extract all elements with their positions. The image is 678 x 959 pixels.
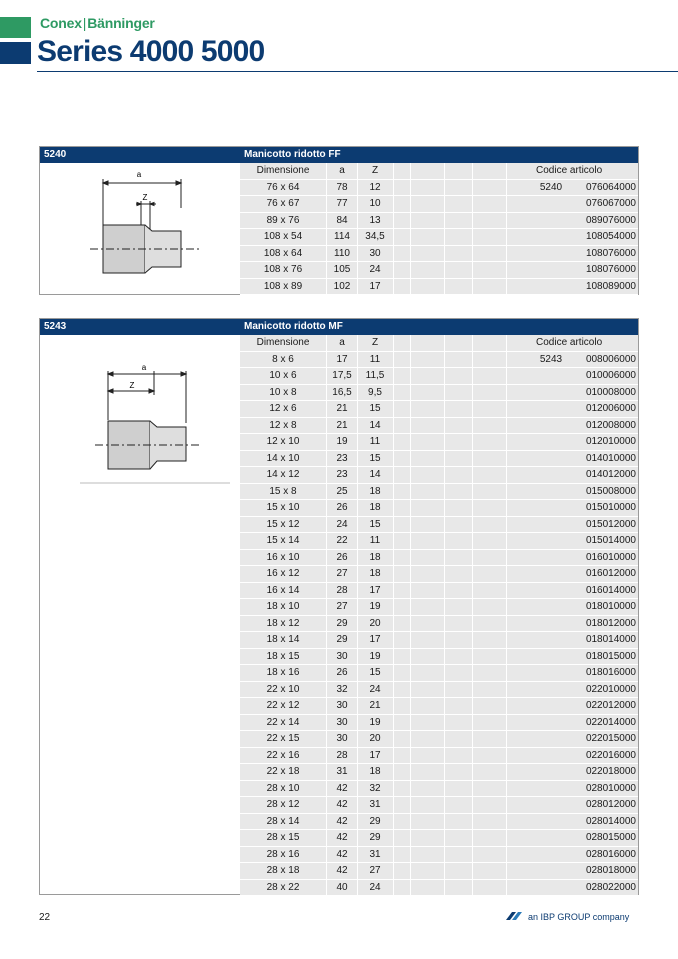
table-row xyxy=(240,632,638,649)
cell-dimensione: 18 x 16 xyxy=(266,667,300,678)
table-row xyxy=(240,698,638,715)
table-row xyxy=(240,764,638,781)
cell-z: 24 xyxy=(369,683,381,695)
diagram-label-z: Z xyxy=(142,193,148,202)
cell-a: 26 xyxy=(336,551,348,563)
cell-dimensione: 14 x 10 xyxy=(266,452,300,464)
cell-prefix: 5243 xyxy=(539,353,563,365)
table-header-bar xyxy=(40,319,638,335)
cell-codice: 076067000 xyxy=(585,198,636,209)
product-code: 5243 xyxy=(44,321,67,332)
cell-dimensione: 76 x 67 xyxy=(266,198,300,209)
company-tagline: an IBP GROUP company xyxy=(528,912,630,922)
mf-reducer-diagram xyxy=(40,335,240,500)
cell-dimensione: 22 x 12 xyxy=(266,700,300,711)
cell-dimensione: 28 x 10 xyxy=(266,782,300,794)
cell-z: 19 xyxy=(369,601,381,612)
cell-z: 11 xyxy=(369,535,381,546)
cell-dimensione: 10 x 6 xyxy=(269,370,297,381)
brand-name: Conex|Bänninger xyxy=(40,15,155,31)
cell-codice: 028014000 xyxy=(585,815,636,827)
cell-a: 105 xyxy=(333,264,351,275)
table-row xyxy=(240,797,638,814)
cell-codice: 028015000 xyxy=(585,832,636,843)
table-row xyxy=(240,352,638,369)
cell-z: 29 xyxy=(369,815,381,827)
cell-dimensione: 108 x 54 xyxy=(263,231,303,242)
cell-a: 78 xyxy=(336,181,348,193)
cell-z: 27 xyxy=(369,865,381,876)
cell-codice: 012006000 xyxy=(585,403,636,414)
cell-dimensione: 22 x 14 xyxy=(266,716,300,728)
product-table-5240 xyxy=(39,146,639,295)
table-row xyxy=(240,368,638,385)
cell-dimensione: 14 x 12 xyxy=(266,469,300,480)
cell-codice: 016014000 xyxy=(585,584,636,596)
cell-dimensione: 16 x 14 xyxy=(266,584,300,596)
table-row xyxy=(240,649,638,666)
table-row xyxy=(240,748,638,765)
ff-reducer-diagram xyxy=(40,163,240,299)
cell-codice: 008006000 xyxy=(585,353,636,365)
table-row xyxy=(240,246,638,263)
col-dimensione: Dimensione xyxy=(256,337,310,348)
cell-codice: 018016000 xyxy=(585,667,636,678)
cell-codice: 010008000 xyxy=(585,386,636,398)
cell-a: 42 xyxy=(336,865,348,876)
cell-a: 29 xyxy=(336,617,348,629)
product-name: Manicotto ridotto FF xyxy=(244,149,341,160)
cell-z: 19 xyxy=(369,716,381,728)
table-row xyxy=(240,213,638,230)
table-row xyxy=(240,262,638,279)
cell-z: 15 xyxy=(369,667,381,678)
table-row xyxy=(240,533,638,550)
cell-dimensione: 15 x 10 xyxy=(266,502,300,513)
cell-dimensione: 18 x 15 xyxy=(266,650,300,662)
table-row xyxy=(240,781,638,798)
cell-z: 24 xyxy=(369,881,381,893)
cell-dimensione: 15 x 12 xyxy=(266,518,300,530)
table-row xyxy=(240,418,638,435)
table-row xyxy=(240,229,638,246)
table-row xyxy=(240,599,638,616)
cell-z: 20 xyxy=(369,733,381,744)
cell-codice: 089076000 xyxy=(585,214,636,226)
cell-codice: 015014000 xyxy=(585,535,636,546)
cell-a: 27 xyxy=(336,568,348,579)
cell-z: 31 xyxy=(369,848,381,860)
cell-a: 32 xyxy=(336,683,348,695)
table-row xyxy=(240,484,638,501)
cell-z: 11 xyxy=(369,436,381,447)
cell-z: 32 xyxy=(369,782,381,794)
cell-z: 11 xyxy=(369,353,381,365)
cell-a: 17,5 xyxy=(332,370,352,381)
cell-z: 17 xyxy=(369,280,381,292)
diagram-label-a: a xyxy=(136,170,142,179)
cell-a: 30 xyxy=(336,700,348,711)
cell-a: 42 xyxy=(336,848,348,860)
col-dimensione: Dimensione xyxy=(256,165,310,176)
cell-dimensione: 108 x 76 xyxy=(263,264,303,275)
cell-codice: 108076000 xyxy=(585,264,636,275)
cell-dimensione: 12 x 10 xyxy=(266,436,300,447)
cell-codice: 108076000 xyxy=(585,247,636,259)
cell-z: 31 xyxy=(369,799,381,810)
cell-a: 23 xyxy=(336,452,348,464)
cell-z: 18 xyxy=(369,502,381,513)
cell-a: 31 xyxy=(336,766,348,777)
cell-z: 19 xyxy=(369,650,381,662)
cell-codice: 012010000 xyxy=(585,436,636,447)
cell-dimensione: 108 x 89 xyxy=(263,280,303,292)
cell-z: 15 xyxy=(369,403,381,414)
table-row xyxy=(240,814,638,831)
cell-codice: 028012000 xyxy=(585,799,636,810)
col-codice: Codice articolo xyxy=(536,337,603,348)
cell-a: 24 xyxy=(336,518,348,530)
header-divider xyxy=(37,71,678,72)
table-row xyxy=(240,467,638,484)
page-number: 22 xyxy=(39,912,51,923)
table-row xyxy=(240,665,638,682)
cell-dimensione: 22 x 16 xyxy=(266,749,300,761)
cell-z: 18 xyxy=(369,568,381,579)
cell-z: 30 xyxy=(369,247,381,259)
cell-a: 29 xyxy=(336,634,348,645)
cell-codice: 108054000 xyxy=(585,231,636,242)
cell-z: 9,5 xyxy=(368,386,382,398)
table-row xyxy=(240,434,638,451)
cell-dimensione: 8 x 6 xyxy=(272,353,294,365)
table-row xyxy=(240,279,638,296)
col-a: a xyxy=(339,165,345,176)
product-code: 5240 xyxy=(44,149,67,160)
cell-z: 14 xyxy=(369,469,381,480)
table-row xyxy=(240,616,638,633)
table-grid xyxy=(240,335,638,896)
table-row xyxy=(240,451,638,468)
col-z: Z xyxy=(371,165,379,176)
cell-codice: 014012000 xyxy=(585,469,636,480)
product-table-5243 xyxy=(39,318,639,895)
cell-a: 28 xyxy=(336,584,348,596)
cell-codice: 016010000 xyxy=(585,551,636,563)
cell-a: 17 xyxy=(336,353,348,365)
cell-dimensione: 16 x 10 xyxy=(266,551,300,563)
cell-codice: 018015000 xyxy=(585,650,636,662)
cell-codice: 028022000 xyxy=(585,881,636,893)
cell-z: 18 xyxy=(369,551,381,563)
cell-dimensione: 89 x 76 xyxy=(266,214,300,226)
cell-dimensione: 108 x 64 xyxy=(263,247,303,259)
cell-codice: 022012000 xyxy=(585,700,636,711)
cell-z: 12 xyxy=(369,181,381,193)
cell-a: 19 xyxy=(336,436,348,447)
cell-a: 27 xyxy=(336,601,348,612)
table-grid xyxy=(240,163,638,295)
cell-a: 25 xyxy=(336,485,348,497)
brand-left: Conex xyxy=(40,15,82,31)
cell-z: 11,5 xyxy=(365,370,385,381)
cell-codice: 022014000 xyxy=(585,716,636,728)
cell-a: 102 xyxy=(333,280,351,292)
cell-z: 14 xyxy=(369,419,381,431)
cell-a: 26 xyxy=(336,502,348,513)
cell-codice: 014010000 xyxy=(585,452,636,464)
cell-dimensione: 28 x 15 xyxy=(266,832,300,843)
table-header-bar xyxy=(40,147,638,163)
cell-z: 17 xyxy=(369,749,381,761)
cell-codice: 015008000 xyxy=(585,485,636,497)
cell-a: 42 xyxy=(336,832,348,843)
table-row xyxy=(240,401,638,418)
cell-codice: 108089000 xyxy=(585,280,636,292)
brand-right: Bänninger xyxy=(87,15,155,31)
mf-reducer-drawing xyxy=(40,335,240,495)
cell-dimensione: 22 x 18 xyxy=(266,766,300,777)
cell-z: 17 xyxy=(369,584,381,596)
cell-codice: 022015000 xyxy=(585,733,636,744)
column-header-row xyxy=(240,163,638,180)
brand-green-bar xyxy=(0,17,31,38)
cell-a: 23 xyxy=(336,469,348,480)
table-row xyxy=(240,731,638,748)
cell-dimensione: 28 x 14 xyxy=(266,815,300,827)
cell-dimensione: 10 x 8 xyxy=(269,386,297,398)
diagram-label-a: a xyxy=(141,363,147,372)
cell-codice: 028016000 xyxy=(585,848,636,860)
brand-blue-bar xyxy=(0,42,31,64)
cell-a: 22 xyxy=(336,535,348,546)
cell-codice: 028010000 xyxy=(585,782,636,794)
table-row xyxy=(240,682,638,699)
table-row xyxy=(240,517,638,534)
cell-dimensione: 15 x 8 xyxy=(269,485,297,497)
col-z: Z xyxy=(371,337,379,348)
cell-a: 28 xyxy=(336,749,348,761)
cell-a: 42 xyxy=(336,815,348,827)
cell-z: 21 xyxy=(369,700,381,711)
ff-reducer-drawing xyxy=(40,163,240,294)
cell-a: 40 xyxy=(336,881,348,893)
cell-codice: 018014000 xyxy=(585,634,636,645)
cell-codice: 012008000 xyxy=(585,419,636,431)
cell-codice: 010006000 xyxy=(585,370,636,381)
cell-a: 30 xyxy=(336,716,348,728)
cell-dimensione: 28 x 16 xyxy=(266,848,300,860)
cell-dimensione: 28 x 12 xyxy=(266,799,300,810)
table-row xyxy=(240,180,638,197)
cell-a: 42 xyxy=(336,782,348,794)
table-row xyxy=(240,385,638,402)
cell-codice: 076064000 xyxy=(585,181,636,193)
cell-dimensione: 18 x 10 xyxy=(266,601,300,612)
cell-a: 110 xyxy=(334,247,350,259)
diagram-label-z: Z xyxy=(129,381,135,390)
cell-codice: 022016000 xyxy=(585,749,636,761)
product-name: Manicotto ridotto MF xyxy=(244,321,343,332)
table-row xyxy=(240,500,638,517)
cell-prefix: 5240 xyxy=(539,181,563,193)
cell-dimensione: 28 x 22 xyxy=(266,881,300,893)
cell-dimensione: 12 x 8 xyxy=(269,419,297,431)
cell-codice: 015010000 xyxy=(585,502,636,513)
cell-a: 30 xyxy=(336,733,348,744)
cell-dimensione: 16 x 12 xyxy=(266,568,300,579)
table-row xyxy=(240,830,638,847)
cell-a: 30 xyxy=(336,650,348,662)
cell-dimensione: 22 x 10 xyxy=(266,683,300,695)
cell-codice: 018010000 xyxy=(585,601,636,612)
column-header-row xyxy=(240,335,638,352)
cell-z: 29 xyxy=(369,832,381,843)
col-a: a xyxy=(339,337,345,348)
cell-dimensione: 28 x 18 xyxy=(266,865,300,876)
table-row xyxy=(240,583,638,600)
cell-codice: 015012000 xyxy=(585,518,636,530)
cell-a: 84 xyxy=(336,214,348,226)
table-row xyxy=(240,880,638,897)
cell-dimensione: 12 x 6 xyxy=(269,403,297,414)
page-title: Series 4000 5000 xyxy=(37,35,265,68)
cell-codice: 022018000 xyxy=(585,766,636,777)
cell-dimensione: 18 x 12 xyxy=(266,617,300,629)
cell-a: 42 xyxy=(336,799,348,810)
cell-dimensione: 22 x 15 xyxy=(266,733,300,744)
cell-z: 15 xyxy=(369,518,381,530)
cell-dimensione: 15 x 14 xyxy=(266,535,300,546)
cell-z: 34,5 xyxy=(365,231,385,242)
cell-z: 24 xyxy=(369,264,381,275)
table-row xyxy=(240,863,638,880)
table-row xyxy=(240,566,638,583)
cell-a: 21 xyxy=(336,403,348,414)
table-row xyxy=(240,847,638,864)
cell-codice: 018012000 xyxy=(585,617,636,629)
cell-z: 20 xyxy=(369,617,381,629)
ibp-logo-icon xyxy=(506,911,526,921)
table-row xyxy=(240,715,638,732)
cell-a: 16,5 xyxy=(332,386,352,398)
cell-codice: 028018000 xyxy=(585,865,636,876)
cell-a: 26 xyxy=(336,667,348,678)
cell-z: 18 xyxy=(369,485,381,497)
table-row xyxy=(240,196,638,213)
cell-a: 114 xyxy=(334,231,350,242)
table-row xyxy=(240,550,638,567)
cell-z: 13 xyxy=(369,214,381,226)
cell-dimensione: 18 x 14 xyxy=(266,634,300,645)
cell-a: 21 xyxy=(336,419,348,431)
cell-codice: 016012000 xyxy=(585,568,636,579)
cell-z: 18 xyxy=(369,766,381,777)
cell-codice: 022010000 xyxy=(585,683,636,695)
cell-z: 15 xyxy=(369,452,381,464)
col-codice: Codice articolo xyxy=(536,165,603,176)
cell-dimensione: 76 x 64 xyxy=(266,181,300,193)
cell-z: 17 xyxy=(369,634,381,645)
cell-z: 10 xyxy=(369,198,381,209)
cell-a: 77 xyxy=(336,198,348,209)
